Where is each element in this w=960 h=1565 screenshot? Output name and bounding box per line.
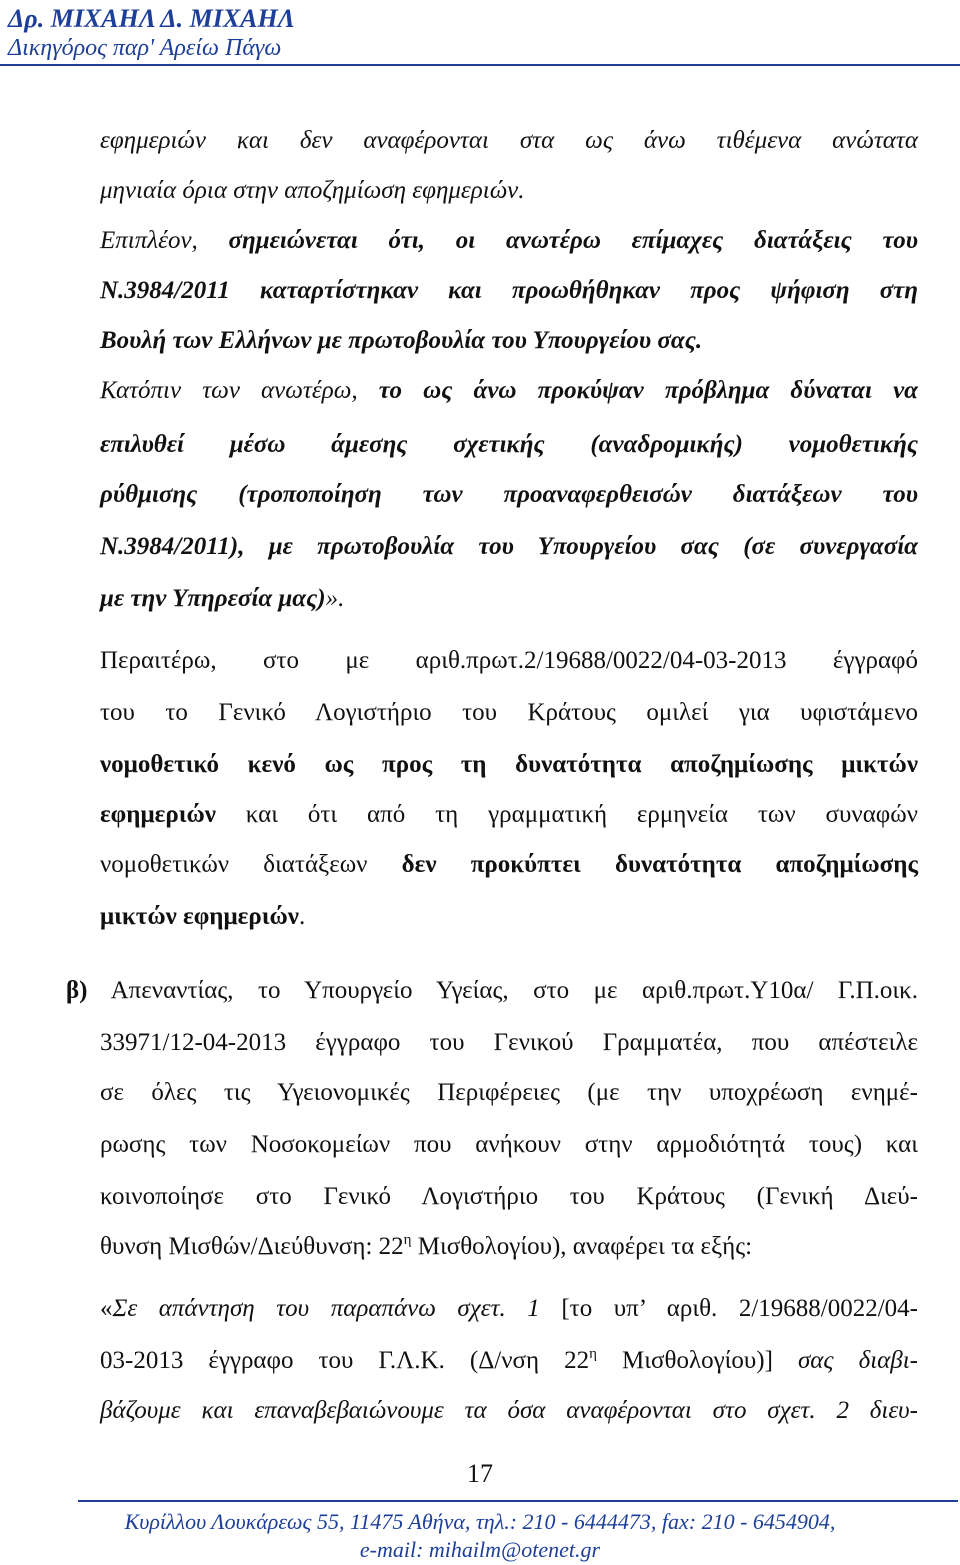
text-line: σε όλες τις Υγειονομικές Περιφέρειες (με την υποχρέωση ενημέ- — [100, 1079, 918, 1106]
text-line: ρωσης των Νοσοκομείων που ανήκουν στην αρμοδιότητά τους) και — [100, 1131, 918, 1158]
footer — [0, 1508, 960, 1564]
text-line: επιλυθεί μέσω άμεσης σχετικής (αναδρομικής) νομοθετικής — [100, 431, 918, 458]
footer-divider — [78, 1500, 958, 1502]
text-line: Βουλή των Ελλήνων με πρωτοβουλία του Υπουργείου σας. — [100, 327, 703, 354]
text-line: νομοθετικών διατάξεων δεν προκύπτει δυνατότητα αποζημίωσης — [100, 851, 918, 878]
text-line: Κατόπιν των ανωτέρω, το ως άνω προκύψαν πρόβλημα δύναται να — [100, 377, 918, 404]
text-line: β) Απεναντίας, το Υπουργείο Υγείας, στο με αριθ.πρωτ.Υ10α/ Γ.Π.οικ. — [66, 977, 918, 1004]
text-line: κοινοποίησε στο Γενικό Λογιστήριο του Κράτους (Γενική Διεύ- — [100, 1183, 918, 1210]
text-line: «Σε απάντηση του παραπάνω σχετ. 1 [το υπ’ αριθ. 2/19688/0022/04- — [100, 1295, 918, 1322]
footer-address: Κυρίλλου Λουκάρεως 55, 11475 Αθήνα, τηλ.: 210 - 6444473, fax: 210 - 6454904, — [124, 1509, 836, 1534]
text-line: θυνση Μισθών/Διεύθυνση: $22^\eta$ Μισθολογίου), αναφέρει τα εξής: — [100, 1232, 753, 1260]
page-number: 17 — [467, 1459, 493, 1488]
footer-email[interactable]: e-mail: mihailm@otenet.gr — [359, 1537, 601, 1562]
text-line: με την Υπηρεσία μας)». — [100, 585, 345, 612]
text-line: 33971/12-04-2013 έγγραφο του Γενικού Γραμματέα, που απέστειλε — [100, 1029, 918, 1056]
text-line: Ν.3984/2011), με πρωτοβουλία του Υπουργείου σας (σε συνεργασία — [100, 533, 918, 560]
text-line: 03-2013 έγγραφο του Γ.Λ.Κ. (Δ/νση $22^\eta$ Μισθολογίου)] σας διαβι- — [100, 1346, 918, 1374]
lawyer-name: Δρ. ΜΙΧΑΗΛ Δ. ΜΙΧΑΗΛ — [8, 4, 296, 33]
text-line: Ν.3984/2011 καταρτίστηκαν και προωθήθηκαν προς ψήφιση στη — [100, 277, 918, 304]
text-line: βάζουμε και επαναβεβαιώνουμε τα όσα αναφέρονται στο σχετ. 2 διευ- — [100, 1397, 918, 1424]
letterhead — [8, 4, 295, 62]
text-line: εφημεριών και ότι από τη γραμματική ερμηνεία των συναφών — [100, 801, 918, 828]
text-line: μικτών εφημεριών. — [100, 903, 306, 930]
text-line: του το Γενικό Λογιστήριο του Κράτους ομιλεί για υφιστάμενο — [100, 699, 918, 726]
lawyer-title: Δικηγόρος παρ' Αρείω Πάγω — [8, 35, 282, 61]
header-divider — [0, 64, 960, 66]
text-line: Επιπλέον, σημειώνεται ότι, οι ανωτέρω επίμαχες διατάξεις του — [100, 227, 918, 254]
text-line: Περαιτέρω, στο με αριθ.πρωτ.2/19688/0022/04-03-2013 έγγραφό — [100, 647, 918, 674]
text-line: ρύθμισης (τροποποίηση των προαναφερθεισών διατάξεων του — [100, 481, 918, 508]
text-line: νομοθετικό κενό ως προς τη δυνατότητα αποζημίωσης μικτών — [100, 751, 918, 778]
text-line: εφημεριών και δεν αναφέρονται στα ως άνω τιθέμενα ανώτατα — [100, 127, 918, 154]
text-line: μηνιαία όρια στην αποζημίωση εφημεριών. — [100, 177, 525, 204]
